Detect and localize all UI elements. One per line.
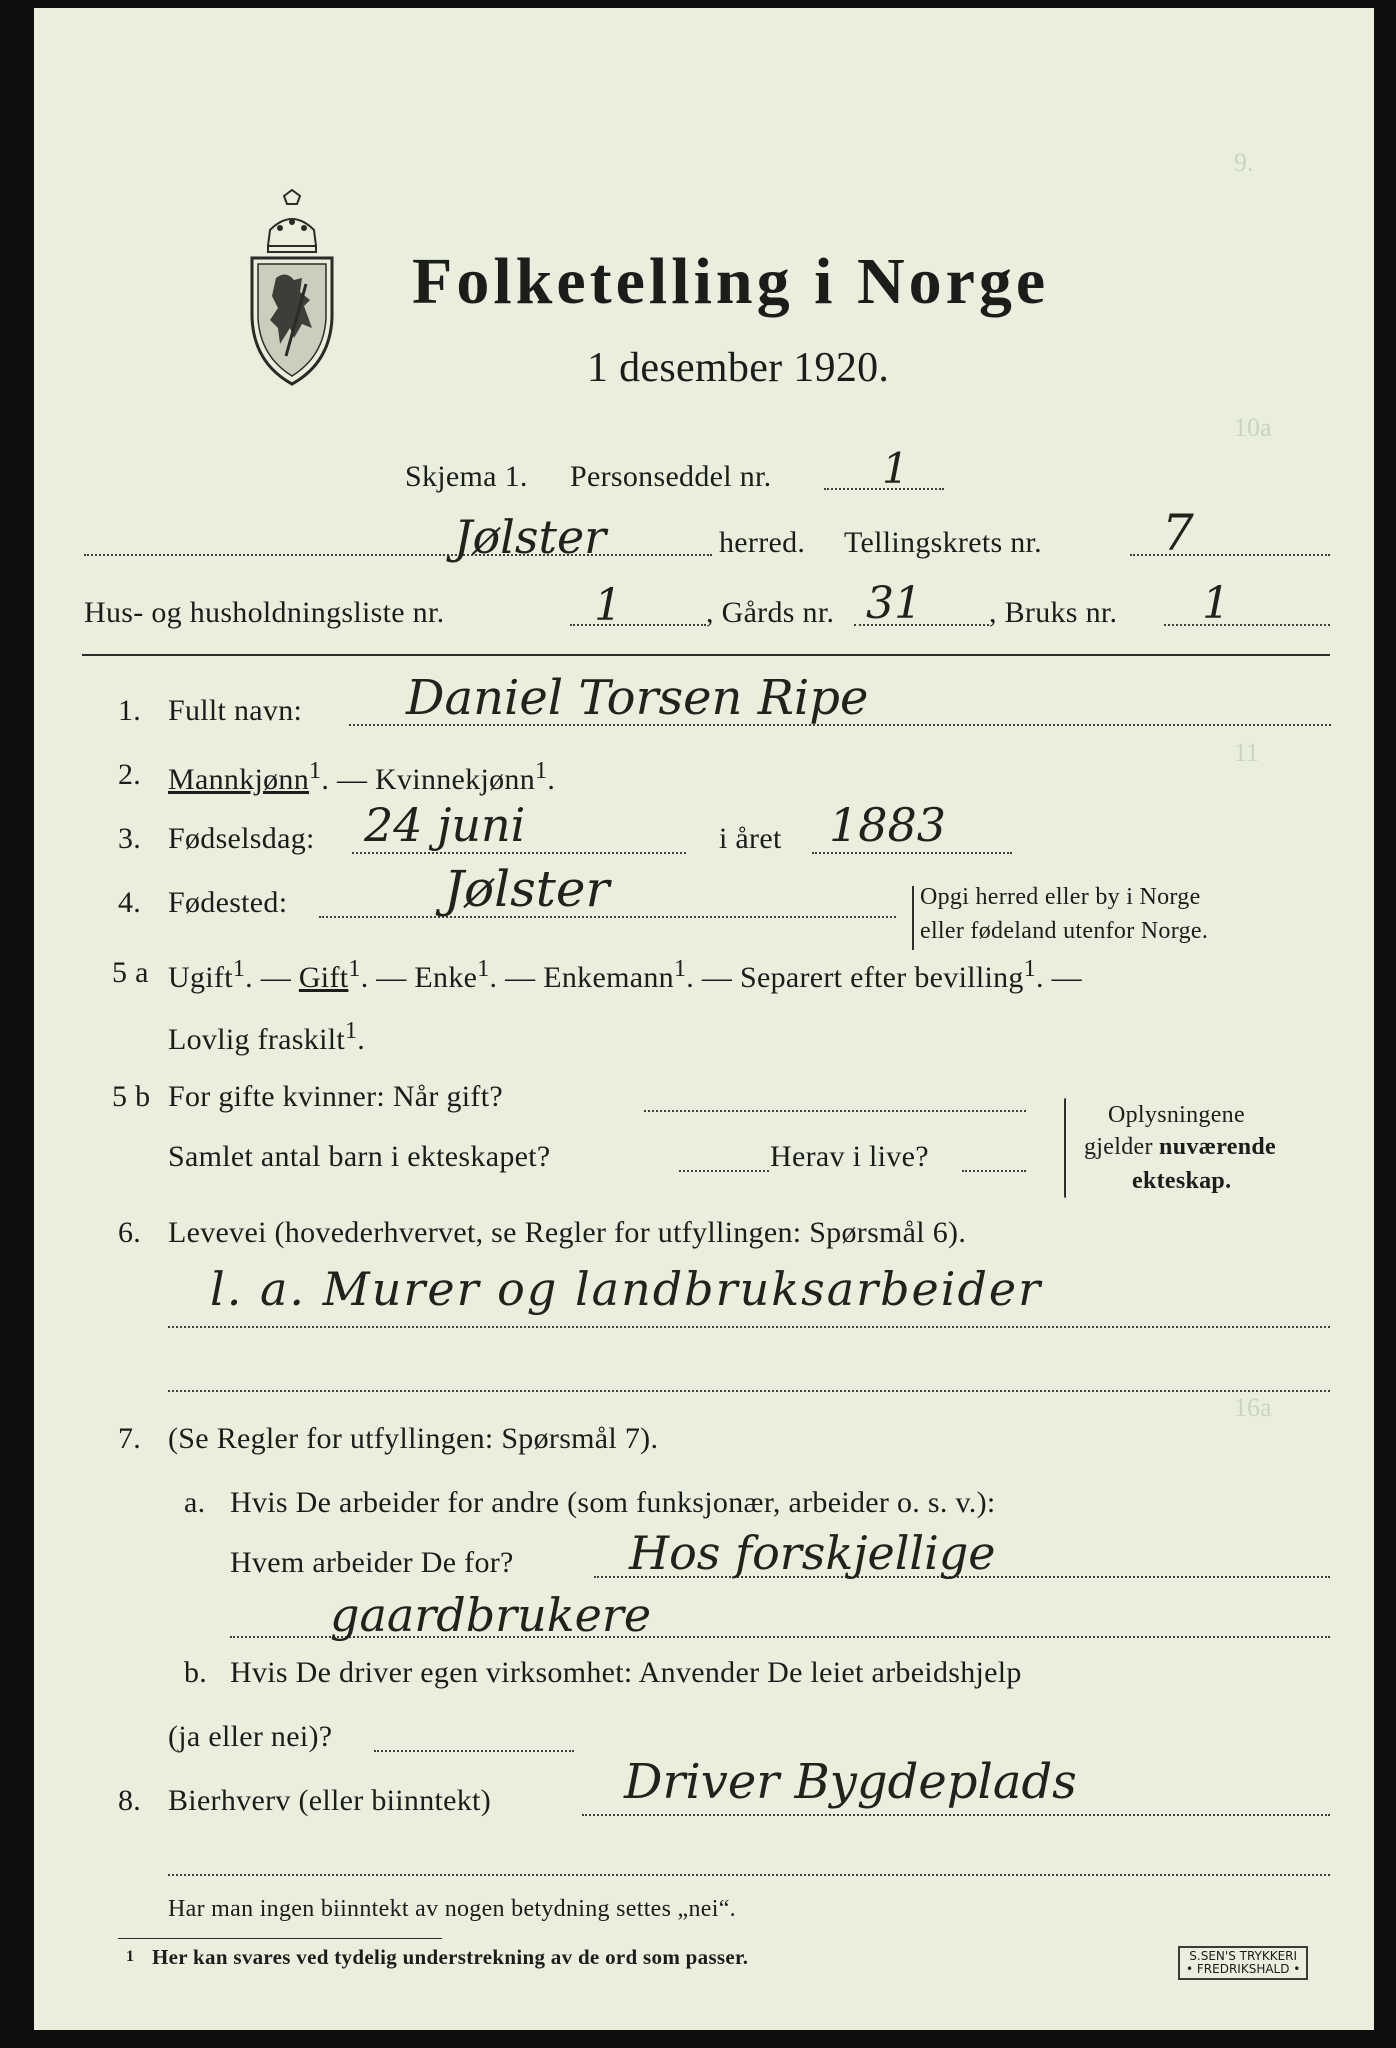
footnote-mark: 1 [126,1948,135,1965]
personseddel-value[interactable]: 1 [882,444,909,493]
children-alive-field[interactable] [962,1170,1026,1172]
skjema-label: Skjema 1. [405,460,528,493]
gards-value[interactable]: 31 [866,578,922,629]
coat-of-arms-icon [242,188,342,388]
herred-label: herred. [719,526,806,559]
employer-value-2[interactable]: gaardbrukere [330,1588,652,1642]
gards-label: , Gårds nr. [706,596,835,629]
birthday-value[interactable]: 24 juni [364,798,526,852]
herred-value[interactable]: Jølster [454,510,607,564]
header-divider [82,654,1330,656]
q5b-children-label: Samlet antal barn i ekteskapet? [168,1140,551,1173]
q1-number: 1. [118,694,142,727]
q4-note-2: eller fødeland utenfor Norge. [920,918,1209,944]
q5a-line2: Lovlig fraskilt$^1$. [168,1018,366,1056]
male-option[interactable]: Mannkjønn [168,763,310,796]
footnote-divider [118,1938,442,1939]
q7a-text: Hvis De arbeider for andre (som funksjonær, arbeider o. s. v.): [230,1486,996,1519]
q7b-letter: b. [184,1656,208,1689]
bruks-value[interactable]: 1 [1202,578,1230,629]
q5b-note-1: Oplysningene [1108,1102,1245,1128]
occupation-value[interactable]: l. a. Murer og landbruksarbeider [210,1262,1043,1316]
q6-label: Levevei (hovederhvervet, se Regler for utfyllingen: Spørsmål 6). [168,1216,967,1249]
census-date: 1 desember 1920. [587,345,890,391]
q5b-number: 5 b [112,1080,151,1113]
tellingskrets-label: Tellingskrets nr. [844,526,1042,559]
q3-label: Fødselsdag: [168,822,315,855]
q7b-hired-label: (ja eller nei)? [168,1720,333,1753]
married-when-field[interactable] [644,1110,1026,1112]
children-total-field[interactable] [679,1170,769,1172]
q5b-note-3: ekteskap. [1132,1168,1232,1194]
q7b-text: Hvis De driver egen virksomhet: Anvender De leiet arbeidshjelp [230,1656,1022,1689]
q5a-marital: Ugift$^1$. — Gift$^1$. — Enke$^1$. — Enkemann$^1$. — Separert efter bevilling$^1$. — [168,956,1082,994]
personseddel-label: Personseddel nr. [570,460,772,493]
q1-label: Fullt navn: [168,694,303,727]
q7-number: 7. [118,1422,142,1455]
q4-note-1: Opgi herred eller by i Norge [920,884,1201,910]
enke-option[interactable]: . — Enke [360,961,478,994]
q7-label: (Se Regler for utfyllingen: Spørsmål 7). [168,1422,659,1455]
q8-number: 8. [118,1784,142,1817]
employer-value-1[interactable]: Hos forskjellige [629,1526,996,1580]
census-form: 9. 10a 11 16a Folketelling i Norge 1 desember 1920. Skjema 1. Personseddel nr. 1 Jølster herred. Tellingskrets nr. 7 Hus- og husholdningsliste nr. 1 , Gårds nr. 31 , Bruks nr. 1 1. Fullt navn: Daniel Torsen Ripe 2. Mannkjønn$^1$. — Kvinnekjønn$^1$. 3. Fødselsdag: 24 juni i året 1883 4. Fødested: Jølster Opgi herred eller by i Norge eller fødeland utenfor Norge. 5 a Ugift$^1$. — Gift$^1$. — Enke$^1$. — Enkemann$^1$. — Separert efter bevilling$^1$. — Lovlig fraskilt$^1$. 5 b For gifte kvinner: Når gift? Samlet antal barn i ekteskapet? Herav i live? Oplysningene gjelder nuværende ekteskap. 6. Levevei (hovederhvervet, se Regler for utfyllingen: Spørsmål 6). l. a. Murer og landbruksarbeider 7. (Se Regler for utfyllingen: Spørsmål 7). a. Hvis De arbeider for andre (som funksjonær, arbeider o. s. v.): Hvem arbeider De for? Hos forskjellige gaardbrukere b. Hvis De driver egen virksomhet: Anvender De leiet arbeidshjelp (ja eller nei)? 8. Bierhverv (eller biinntekt) Driver Bygdeplads Har man ingen biinntekt av nogen betydning settes „nei“. 1 Her kan svares ved tydelig understrekning av de ord som passer. S.SEN'S TRYKKERI • FREDRIKSHALD • [34,8,1374,2030]
q4-label: Fødested: [168,886,288,919]
separert-option[interactable]: . — Separert efter bevilling [686,961,1024,994]
birth-year-value[interactable]: 1883 [829,798,947,852]
q4-number: 4. [118,886,142,919]
q5b-note-2: gjelder nuværende [1084,1134,1276,1160]
hired-help-field[interactable] [374,1750,574,1752]
ugift-option[interactable]: Ugift [168,961,233,994]
income-note: Har man ingen biinntekt av nogen betydning settes „nei“. [168,1896,736,1922]
q5b-alive-label: Herav i live? [770,1140,929,1173]
q2-number: 2. [118,758,142,791]
footnote-text: Her kan svares ved tydelig understrekning av de ord som passer. [152,1945,749,1969]
q8-label: Bierhverv (eller biinntekt) [168,1784,491,1817]
form-title: Folketelling i Norge [412,245,1050,318]
printer-stamp: S.SEN'S TRYKKERI • FREDRIKSHALD • [1178,1946,1308,1980]
gift-option[interactable]: Gift [298,961,349,994]
birthplace-value[interactable]: Jølster [444,860,610,918]
q2-gender: Mannkjønn$^1$. — Kvinnekjønn$^1$. [168,758,556,796]
q7a-employer-label: Hvem arbeider De for? [230,1546,514,1579]
bruks-label: , Bruks nr. [989,596,1118,629]
female-option[interactable]: . — Kvinnekjønn [321,763,535,796]
q3-number: 3. [118,822,142,855]
q3-year-label: i året [719,822,782,855]
side-income-value[interactable]: Driver Bygdeplads [624,1754,1077,1810]
hus-label: Hus- og husholdningsliste nr. [84,596,445,629]
q7a-letter: a. [184,1486,206,1519]
fraskilt-option[interactable]: Lovlig fraskilt [168,1023,345,1056]
enkemann-option[interactable]: . — Enkemann [489,961,674,994]
hus-value[interactable]: 1 [594,580,622,631]
tellingskrets-value[interactable]: 7 [1162,504,1194,562]
q5a-number: 5 a [112,956,149,989]
full-name-value[interactable]: Daniel Torsen Ripe [406,670,869,726]
q6-number: 6. [118,1216,142,1249]
q5b-label: For gifte kvinner: Når gift? [168,1080,503,1113]
